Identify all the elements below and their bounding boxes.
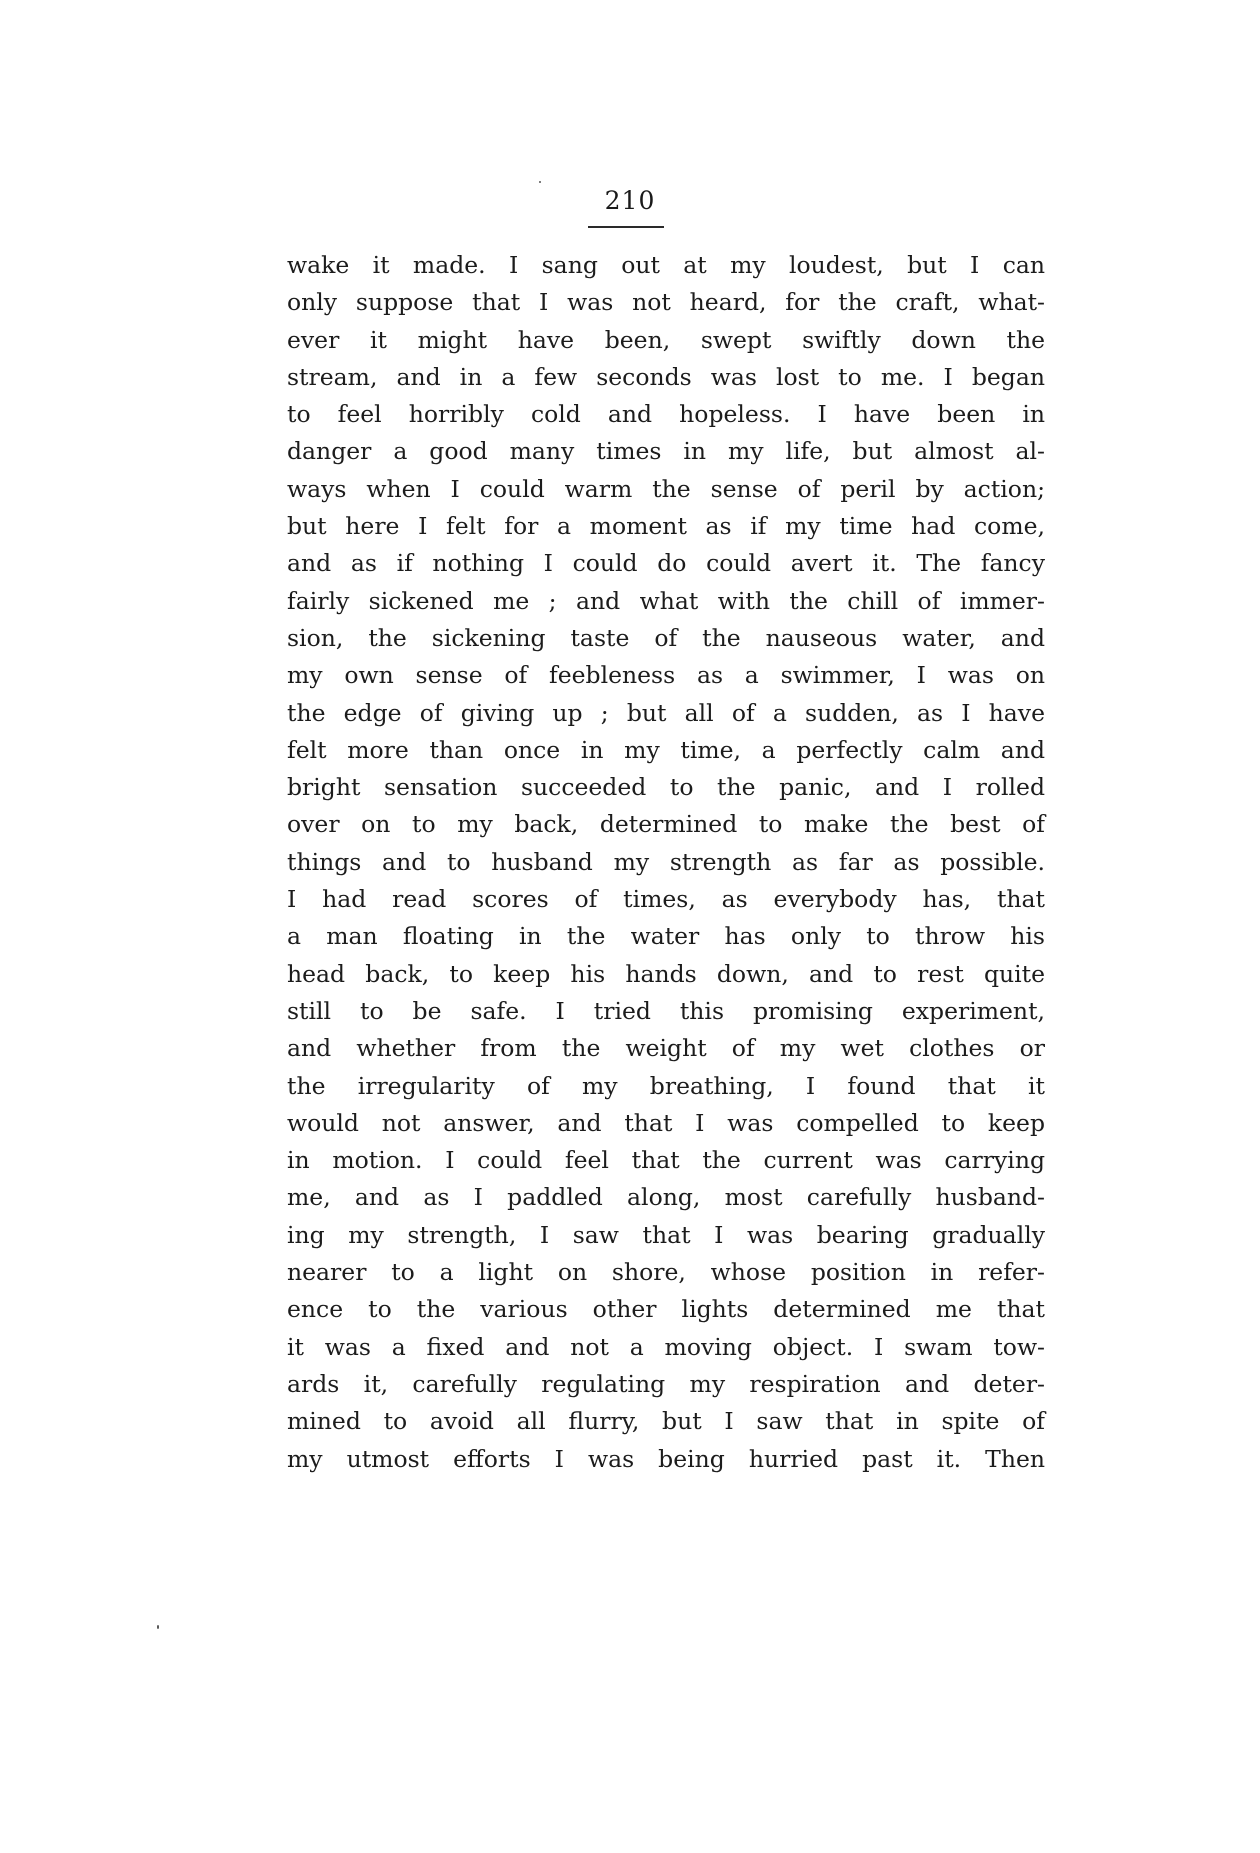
page-number: 210 xyxy=(604,186,656,215)
text-line: wake it made. I sang out at my loudest, but I can xyxy=(287,251,1045,279)
text-line: I had read scores of times, as everybody has, that xyxy=(287,885,1045,914)
text-line: would not answer, and that I was compelled to keep xyxy=(287,1108,1045,1137)
text-line: in motion. I could feel that the current was carrying xyxy=(287,1146,1045,1175)
text-line: stream, and in a few seconds was lost to me. I began xyxy=(287,362,1045,391)
text-line: me, and as I paddled along, most carefully husband- xyxy=(287,1183,1045,1212)
text-line: still to be safe. I tried this promising experiment, xyxy=(287,996,1045,1025)
text-line: head back, to keep his hands down, and to rest quite xyxy=(287,959,1045,988)
text-line: danger a good many times in my life, but almost al- xyxy=(287,437,1045,466)
text-line: fairly sickened me ; and what with the chill of immer- xyxy=(287,586,1045,615)
body-text xyxy=(287,247,1045,1478)
text-line: sion, the sickening taste of the nauseous water, and xyxy=(287,623,1045,652)
text-line: the irregularity of my breathing, I found that it xyxy=(287,1071,1045,1100)
text-line: ing my strength, I saw that I was bearing gradually xyxy=(287,1220,1045,1249)
text-line: my utmost efforts I was being hurried past it. Then xyxy=(287,1444,1045,1473)
text-line: only suppose that I was not heard, for the craft, what- xyxy=(287,288,1045,317)
text-line: bright sensation succeeded to the panic, and I rolled xyxy=(287,773,1045,802)
text-line: my own sense of feebleness as a swimmer, I was on xyxy=(287,661,1045,690)
text-line: mined to avoid all flurry, but I saw that in spite of xyxy=(287,1407,1045,1436)
text-line: ence to the various other lights determined me that xyxy=(287,1295,1045,1324)
text-line: things and to husband my strength as far as possible. xyxy=(287,847,1045,876)
text-line: and as if nothing I could do could avert it. The fancy xyxy=(287,549,1045,578)
text-line: it was a fixed and not a moving object. I swam tow- xyxy=(287,1332,1045,1361)
text-line: a man floating in the water has only to throw his xyxy=(287,922,1045,951)
text-line: nearer to a light on shore, whose position in refer- xyxy=(287,1258,1045,1287)
text-line: and whether from the weight of my wet clothes or xyxy=(287,1034,1045,1063)
text-line: to feel horribly cold and hopeless. I have been in xyxy=(287,400,1045,429)
text-line: ever it might have been, swept swiftly down the xyxy=(287,325,1045,354)
text-line: ways when I could warm the sense of peril by action; xyxy=(287,474,1045,503)
text-line: but here I felt for a moment as if my time had come, xyxy=(287,512,1045,541)
paper-speck xyxy=(539,181,541,183)
text-line: felt more than once in my time, a perfectly calm and xyxy=(287,735,1045,764)
text-line: the edge of giving up ; but all of a sudden, as I have xyxy=(287,698,1045,727)
text-line: over on to my back, determined to make the best of xyxy=(287,810,1045,839)
paper-speck xyxy=(157,1625,159,1629)
text-line: ards it, carefully regulating my respiration and deter- xyxy=(287,1369,1045,1398)
page-number-rule xyxy=(588,226,664,228)
